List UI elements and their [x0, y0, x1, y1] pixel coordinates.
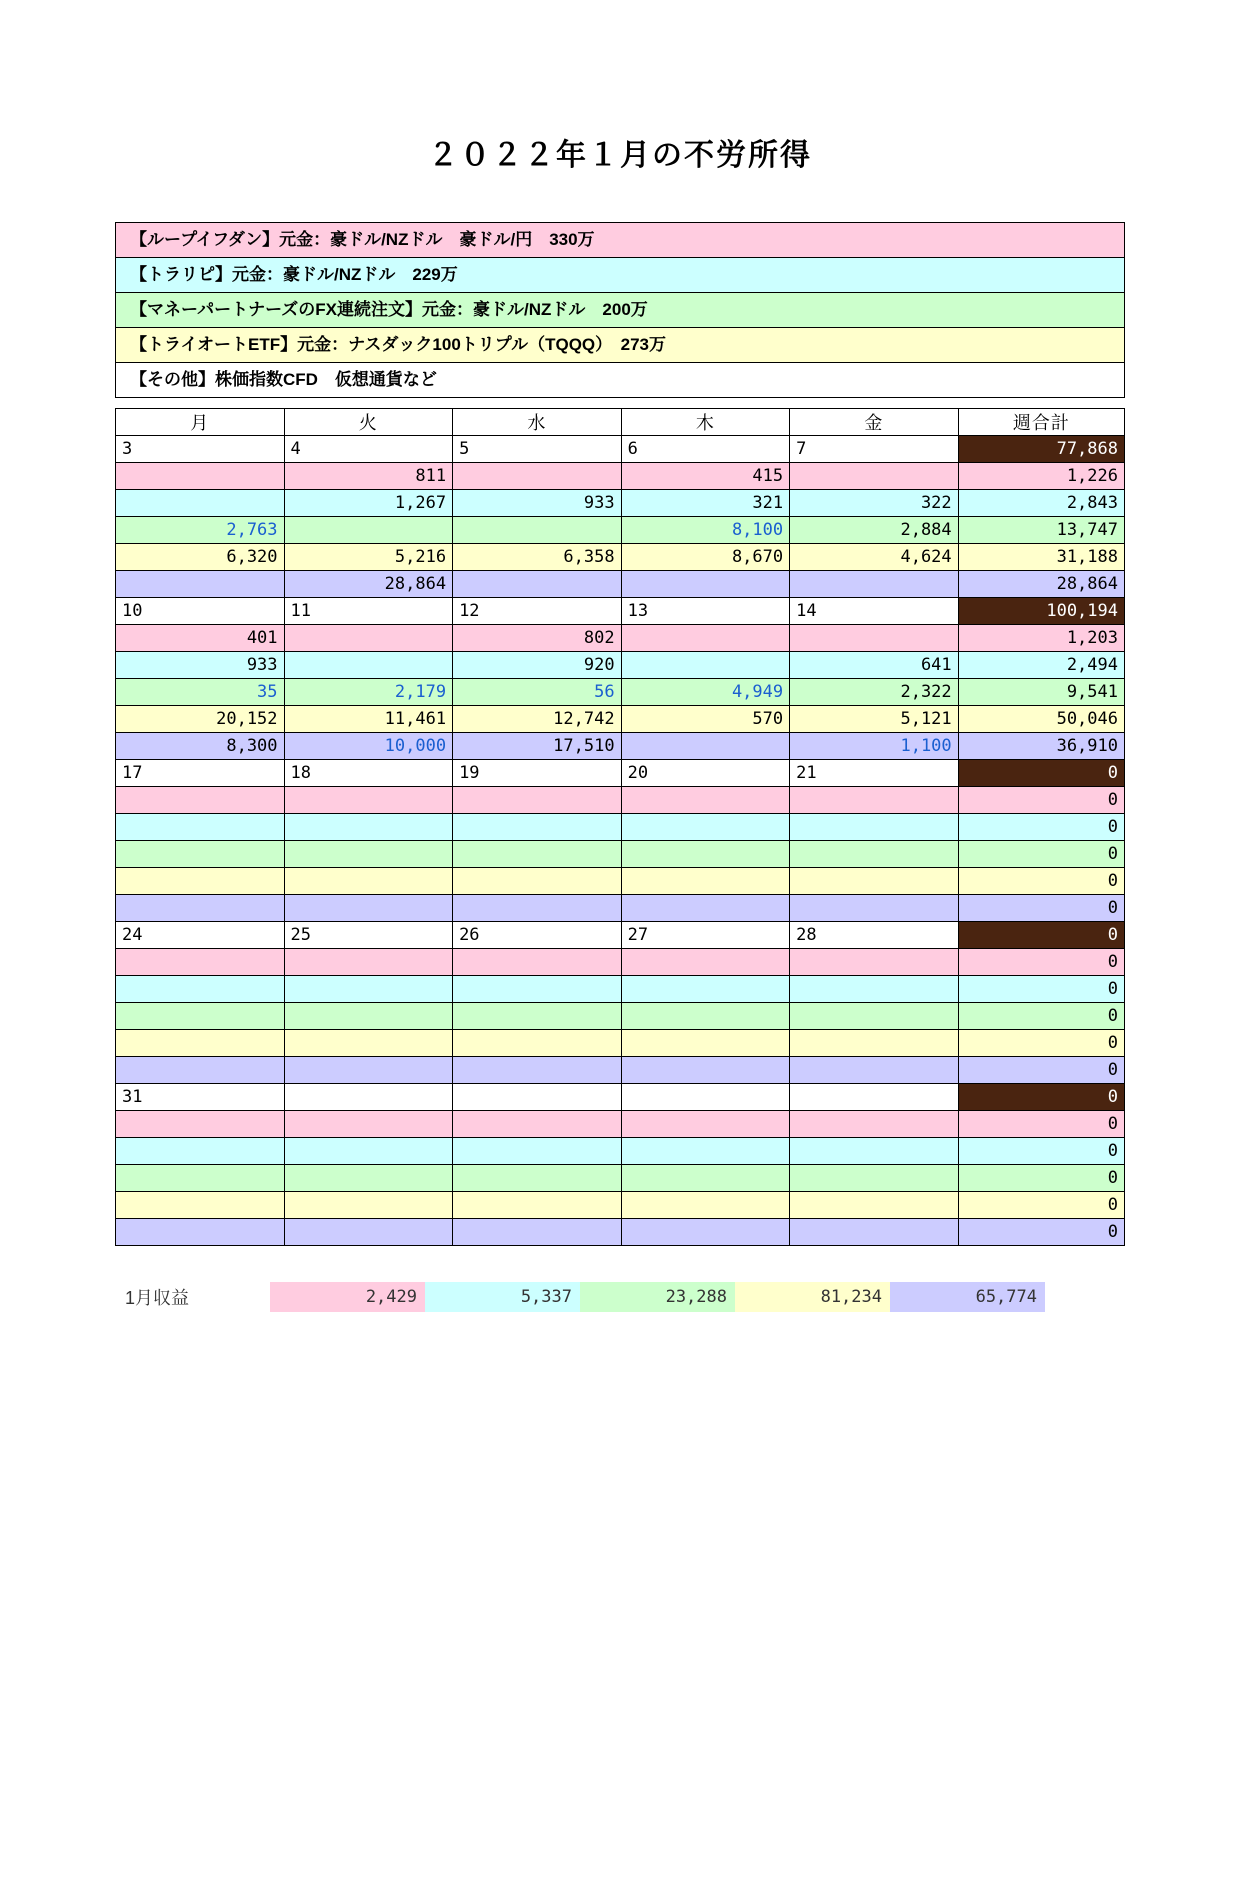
- amount-cell: [284, 1057, 453, 1084]
- row-total-cell: 0: [958, 841, 1124, 868]
- amount-cell: [284, 625, 453, 652]
- amount-cell: [790, 1003, 959, 1030]
- amount-cell: [116, 787, 285, 814]
- amount-cell: [116, 1165, 285, 1192]
- row-total-cell: 0: [958, 976, 1124, 1003]
- amount-cell: [116, 868, 285, 895]
- date-cell: 19: [453, 760, 622, 787]
- amount-cell: [284, 1138, 453, 1165]
- amount-cell: 811: [284, 463, 453, 490]
- table-row: [116, 571, 1125, 598]
- amount-cell: [116, 571, 285, 598]
- amount-cell: [116, 895, 285, 922]
- monthly-summary-label: 1月収益: [125, 1288, 190, 1308]
- amount-cell: [116, 1057, 285, 1084]
- table-row: [116, 1057, 1125, 1084]
- amount-cell: [790, 1219, 959, 1246]
- amount-cell: 641: [790, 652, 959, 679]
- monthly-summary: [115, 1282, 1125, 1312]
- amount-cell: 802: [453, 625, 622, 652]
- row-total-cell: 36,910: [958, 733, 1124, 760]
- date-cell: 13: [621, 598, 790, 625]
- date-cell: [284, 1084, 453, 1111]
- amount-cell: [284, 787, 453, 814]
- amount-cell: 2,884: [790, 517, 959, 544]
- table-row: [116, 814, 1125, 841]
- table-row: [116, 1165, 1125, 1192]
- amount-cell: 6,320: [116, 544, 285, 571]
- row-total-cell: 0: [958, 814, 1124, 841]
- amount-cell: [790, 1138, 959, 1165]
- amount-cell: 20,152: [116, 706, 285, 733]
- table-row: [116, 733, 1125, 760]
- amount-cell: [790, 463, 959, 490]
- table-row: [116, 463, 1125, 490]
- amount-cell: [116, 1192, 285, 1219]
- income-calendar-table: [115, 408, 1125, 1246]
- week-total-cell: 100,194: [958, 598, 1124, 625]
- amount-cell: [621, 976, 790, 1003]
- date-cell: [790, 1084, 959, 1111]
- week-date-row: [116, 436, 1125, 463]
- table-row: [116, 949, 1125, 976]
- amount-cell: [453, 1219, 622, 1246]
- amount-cell: 12,742: [453, 706, 622, 733]
- table-row: [116, 490, 1125, 517]
- amount-cell: [790, 895, 959, 922]
- amount-cell: 8,300: [116, 733, 285, 760]
- amount-cell: [453, 787, 622, 814]
- amount-cell: [453, 949, 622, 976]
- amount-cell: 2,763: [116, 517, 285, 544]
- row-total-cell: 0: [958, 1030, 1124, 1057]
- document-page: [0, 130, 1240, 1884]
- amount-cell: 6,358: [453, 544, 622, 571]
- date-cell: 24: [116, 922, 285, 949]
- date-cell: 17: [116, 760, 285, 787]
- amount-cell: [790, 571, 959, 598]
- amount-cell: [453, 1111, 622, 1138]
- amount-cell: [621, 652, 790, 679]
- amount-cell: [790, 949, 959, 976]
- date-cell: 18: [284, 760, 453, 787]
- amount-cell: [116, 1111, 285, 1138]
- amount-cell: 10,000: [284, 733, 453, 760]
- amount-cell: [621, 571, 790, 598]
- amount-cell: [453, 841, 622, 868]
- amount-cell: 321: [621, 490, 790, 517]
- table-row: [116, 1219, 1125, 1246]
- amount-cell: 1,100: [790, 733, 959, 760]
- row-total-cell: 0: [958, 868, 1124, 895]
- row-total-cell: 0: [958, 1219, 1124, 1246]
- amount-cell: [621, 1057, 790, 1084]
- amount-cell: 4,624: [790, 544, 959, 571]
- page-title: ２０２２年１月の不労所得: [428, 139, 812, 172]
- row-total-cell: 2,494: [958, 652, 1124, 679]
- date-cell: 21: [790, 760, 959, 787]
- week-total-cell: 0: [958, 1084, 1124, 1111]
- amount-cell: [284, 517, 453, 544]
- date-cell: 11: [284, 598, 453, 625]
- amount-cell: [621, 625, 790, 652]
- amount-cell: [284, 1003, 453, 1030]
- table-row: [116, 679, 1125, 706]
- date-cell: 25: [284, 922, 453, 949]
- amount-cell: [790, 625, 959, 652]
- date-cell: 20: [621, 760, 790, 787]
- amount-cell: [621, 1219, 790, 1246]
- table-row: [116, 1111, 1125, 1138]
- row-total-cell: 31,188: [958, 544, 1124, 571]
- date-cell: 3: [116, 436, 285, 463]
- header-fri: 金: [790, 409, 959, 436]
- date-cell: 10: [116, 598, 285, 625]
- amount-cell: [116, 1003, 285, 1030]
- table-row: [116, 706, 1125, 733]
- amount-cell: [453, 1057, 622, 1084]
- date-cell: [621, 1084, 790, 1111]
- amount-cell: [453, 976, 622, 1003]
- amount-cell: [116, 1030, 285, 1057]
- date-cell: 5: [453, 436, 622, 463]
- amount-cell: 322: [790, 490, 959, 517]
- header-thu: 木: [621, 409, 790, 436]
- amount-cell: [116, 463, 285, 490]
- amount-cell: [284, 841, 453, 868]
- amount-cell: [284, 1219, 453, 1246]
- amount-cell: [284, 895, 453, 922]
- amount-cell: [116, 949, 285, 976]
- row-total-cell: 0: [958, 895, 1124, 922]
- amount-cell: [284, 868, 453, 895]
- legend-item-loop-ifdone: 【ループイフダン】元金：豪ドル/NZドル 豪ドル/円 330万: [115, 222, 1125, 257]
- monthly-total-loop-ifdone: 2,429: [270, 1282, 425, 1312]
- amount-cell: [116, 841, 285, 868]
- amount-cell: [621, 787, 790, 814]
- amount-cell: [621, 841, 790, 868]
- amount-cell: 415: [621, 463, 790, 490]
- amount-cell: 28,864: [284, 571, 453, 598]
- amount-cell: [621, 895, 790, 922]
- amount-cell: 2,179: [284, 679, 453, 706]
- row-total-cell: 13,747: [958, 517, 1124, 544]
- amount-cell: [621, 949, 790, 976]
- amount-cell: [790, 1111, 959, 1138]
- amount-cell: [453, 814, 622, 841]
- week-total-cell: 0: [958, 922, 1124, 949]
- amount-cell: [116, 490, 285, 517]
- header-week-total: 週合計: [958, 409, 1124, 436]
- table-row: [116, 1003, 1125, 1030]
- row-total-cell: 0: [958, 1192, 1124, 1219]
- amount-cell: 17,510: [453, 733, 622, 760]
- row-total-cell: 0: [958, 1003, 1124, 1030]
- date-cell: 6: [621, 436, 790, 463]
- amount-cell: [621, 1138, 790, 1165]
- amount-cell: 933: [453, 490, 622, 517]
- table-row: [116, 976, 1125, 1003]
- table-row: [116, 652, 1125, 679]
- monthly-total-triauto-etf: 81,234: [735, 1282, 890, 1312]
- date-cell: 12: [453, 598, 622, 625]
- amount-cell: [116, 976, 285, 1003]
- header-wed: 水: [453, 409, 622, 436]
- row-total-cell: 2,843: [958, 490, 1124, 517]
- amount-cell: [453, 868, 622, 895]
- amount-cell: [621, 1192, 790, 1219]
- amount-cell: [621, 814, 790, 841]
- legend-item-trarepi: 【トラリピ】元金：豪ドル/NZドル 229万: [115, 257, 1125, 292]
- table-body: [116, 436, 1125, 1246]
- amount-cell: [621, 1003, 790, 1030]
- header-tue: 火: [284, 409, 453, 436]
- row-total-cell: 50,046: [958, 706, 1124, 733]
- amount-cell: [790, 1030, 959, 1057]
- legend-item-moneypartners: 【マネーパートナーズのFX連続注文】元金：豪ドル/NZドル 200万: [115, 292, 1125, 327]
- table-row: [116, 1192, 1125, 1219]
- amount-cell: [790, 976, 959, 1003]
- amount-cell: [116, 814, 285, 841]
- amount-cell: [453, 1003, 622, 1030]
- amount-cell: 35: [116, 679, 285, 706]
- amount-cell: 1,267: [284, 490, 453, 517]
- table-row: [116, 544, 1125, 571]
- amount-cell: [284, 814, 453, 841]
- date-cell: 26: [453, 922, 622, 949]
- table-row: [116, 625, 1125, 652]
- row-total-cell: 9,541: [958, 679, 1124, 706]
- amount-cell: 4,949: [621, 679, 790, 706]
- table-row: [116, 1030, 1125, 1057]
- amount-cell: [621, 1111, 790, 1138]
- amount-cell: [453, 1192, 622, 1219]
- week-total-cell: 0: [958, 760, 1124, 787]
- amount-cell: [453, 1138, 622, 1165]
- amount-cell: 11,461: [284, 706, 453, 733]
- week-date-row: [116, 922, 1125, 949]
- amount-cell: 5,216: [284, 544, 453, 571]
- amount-cell: [790, 841, 959, 868]
- week-total-cell: 77,868: [958, 436, 1124, 463]
- week-date-row: [116, 1084, 1125, 1111]
- amount-cell: 570: [621, 706, 790, 733]
- date-cell: 7: [790, 436, 959, 463]
- amount-cell: 933: [116, 652, 285, 679]
- amount-cell: [284, 976, 453, 1003]
- amount-cell: 8,670: [621, 544, 790, 571]
- amount-cell: [453, 1030, 622, 1057]
- amount-cell: 8,100: [621, 517, 790, 544]
- table-row: [116, 895, 1125, 922]
- amount-cell: 5,121: [790, 706, 959, 733]
- amount-cell: [621, 733, 790, 760]
- amount-cell: 2,322: [790, 679, 959, 706]
- row-total-cell: 1,203: [958, 625, 1124, 652]
- amount-cell: [284, 949, 453, 976]
- date-cell: [453, 1084, 622, 1111]
- amount-cell: [116, 1138, 285, 1165]
- date-cell: 4: [284, 436, 453, 463]
- row-total-cell: 0: [958, 949, 1124, 976]
- amount-cell: 401: [116, 625, 285, 652]
- amount-cell: [621, 1030, 790, 1057]
- row-total-cell: 0: [958, 1165, 1124, 1192]
- amount-cell: [790, 787, 959, 814]
- row-total-cell: 1,226: [958, 463, 1124, 490]
- row-total-cell: 0: [958, 1111, 1124, 1138]
- date-cell: 31: [116, 1084, 285, 1111]
- amount-cell: [621, 1165, 790, 1192]
- week-date-row: [116, 760, 1125, 787]
- amount-cell: [790, 814, 959, 841]
- amount-cell: [621, 868, 790, 895]
- monthly-total-trarepi: 5,337: [425, 1282, 580, 1312]
- date-cell: 27: [621, 922, 790, 949]
- amount-cell: [284, 652, 453, 679]
- table-row: [116, 787, 1125, 814]
- date-cell: 14: [790, 598, 959, 625]
- amount-cell: [790, 868, 959, 895]
- table-row: [116, 1138, 1125, 1165]
- amount-cell: 920: [453, 652, 622, 679]
- amount-cell: [284, 1111, 453, 1138]
- row-total-cell: 28,864: [958, 571, 1124, 598]
- amount-cell: [116, 1219, 285, 1246]
- table-row: [116, 841, 1125, 868]
- table-header-row: [116, 409, 1125, 436]
- monthly-total-moneypartners: 23,288: [580, 1282, 735, 1312]
- amount-cell: [284, 1165, 453, 1192]
- row-total-cell: 0: [958, 1138, 1124, 1165]
- amount-cell: [284, 1030, 453, 1057]
- legend-block: [115, 222, 1125, 398]
- header-mon: 月: [116, 409, 285, 436]
- amount-cell: [453, 895, 622, 922]
- amount-cell: [453, 463, 622, 490]
- amount-cell: [284, 1192, 453, 1219]
- amount-cell: [453, 1165, 622, 1192]
- monthly-total-others: 65,774: [890, 1282, 1045, 1312]
- date-cell: 28: [790, 922, 959, 949]
- amount-cell: [453, 571, 622, 598]
- row-total-cell: 0: [958, 1057, 1124, 1084]
- table-row: [116, 868, 1125, 895]
- legend-item-others: 【その他】株価指数CFD 仮想通貨など: [115, 362, 1125, 398]
- amount-cell: [453, 517, 622, 544]
- amount-cell: [790, 1165, 959, 1192]
- amount-cell: [790, 1192, 959, 1219]
- amount-cell: [790, 1057, 959, 1084]
- amount-cell: 56: [453, 679, 622, 706]
- row-total-cell: 0: [958, 787, 1124, 814]
- table-row: [116, 517, 1125, 544]
- week-date-row: [116, 598, 1125, 625]
- legend-item-triauto-etf: 【トライオートETF】元金：ナスダック100トリプル（TQQQ） 273万: [115, 327, 1125, 362]
